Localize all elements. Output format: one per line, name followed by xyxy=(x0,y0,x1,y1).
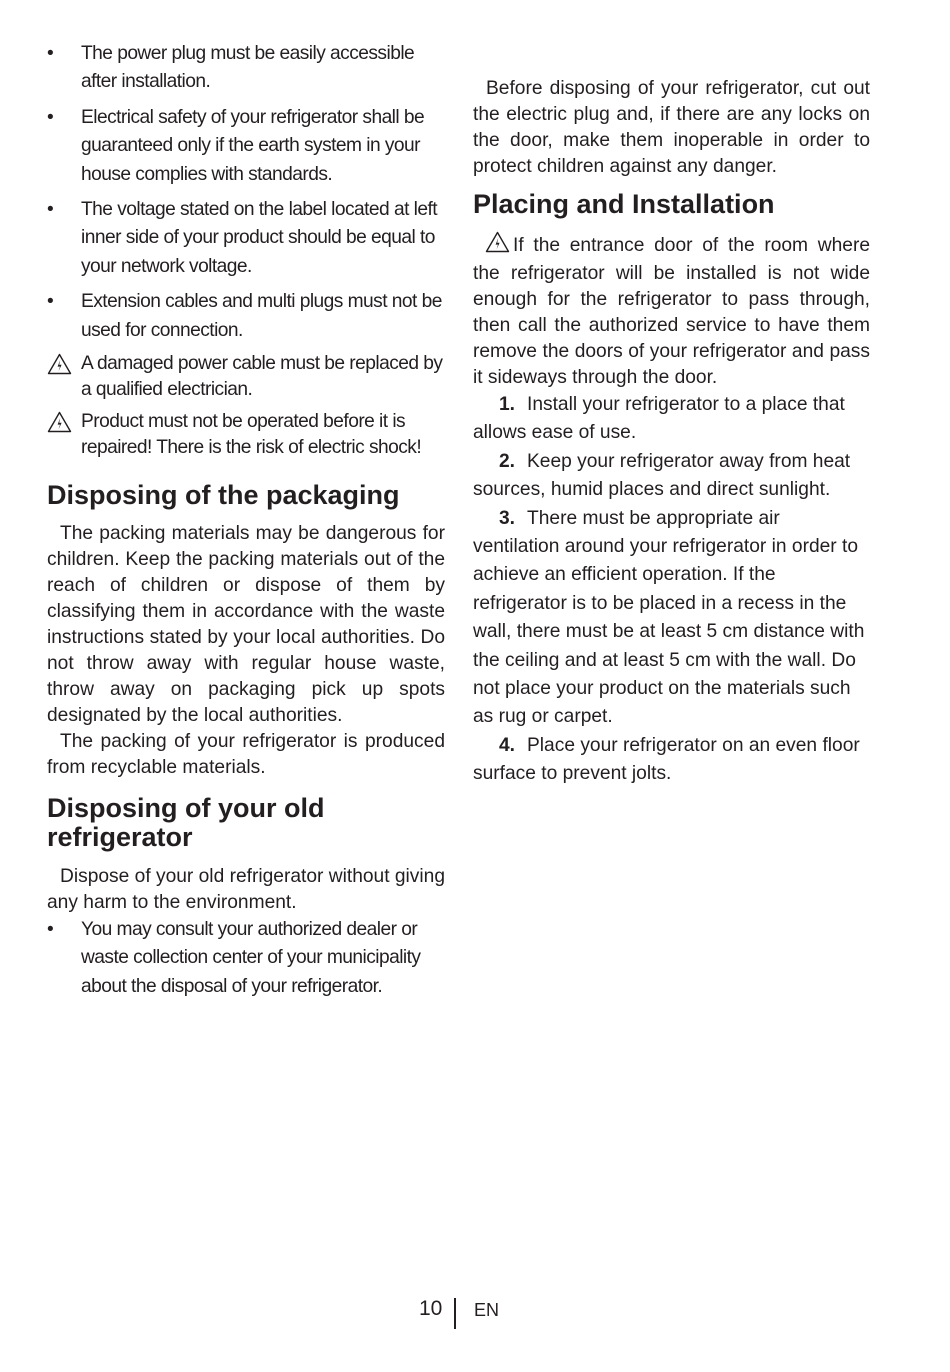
step-number: 4. xyxy=(499,734,516,756)
step-number: 3. xyxy=(499,507,516,529)
step-text: Keep your refrigerator away from heat sources, humid places and direct sunlight. xyxy=(473,450,851,501)
bullet-dot-icon: • xyxy=(47,43,54,64)
packaging-paragraph-recyclable: The packing of your refrigerator is produced from recyclable materials. xyxy=(47,731,445,779)
step-number: 2. xyxy=(499,450,516,472)
warning-triangle-icon xyxy=(47,411,72,441)
bullet-dot-icon: • xyxy=(47,291,54,313)
bullet-dot-icon: • xyxy=(47,919,54,941)
section-heading-packaging: Disposing of the packaging xyxy=(47,480,400,511)
bullet-text: You may consult your authorized dealer or waste collection center of your municipality about the disposal of your refrigerator. xyxy=(81,919,421,997)
language-code: EN xyxy=(474,1300,500,1320)
step-text: There must be appropriate air ventilation around your refrigerator in order to achieve an efficient operation. If the refrigerator is to be placed in a recess in the wall, there must be at least 5 cm distance with the ceiling and at least 5 cm with the wall. Do not place your product on the materials such as rug or carpet. xyxy=(473,507,865,728)
warning-text: A damaged power cable must be replaced by a qualified electrician. xyxy=(81,353,443,401)
disposal-intro-paragraph: Before disposing of your refrigerator, cut out the electric plug and, if there are any locks on the door, make them inoperable in order to protect children against any danger. xyxy=(473,78,870,177)
old-refrigerator-paragraph: Dispose of your old refrigerator without giving any harm to the environment. xyxy=(47,866,446,914)
bullet-item xyxy=(47,916,445,1001)
section-heading-placing: Placing and Installation xyxy=(473,189,775,219)
step-item xyxy=(473,391,870,448)
warning-item xyxy=(47,409,445,461)
packaging-paragraph: The packing materials may be dangerous for children. Keep the packing materials out of the reach of children or dispose of them by classifying them in accordance with the waste instructions stated by your local authorities. Do not throw away with regular house waste, throw away on packaging pick up spots designated by the local authorities. xyxy=(47,523,445,727)
section-heading-old-refrigerator: Disposing of your old refrigerator xyxy=(47,793,325,853)
warning-triangle-icon xyxy=(47,353,72,383)
bullet-item xyxy=(47,288,445,345)
bullet-text: Electrical safety of your refrigerator shall be guaranteed only if the earth system in your house complies with standards. xyxy=(81,106,425,185)
step-item xyxy=(473,505,870,732)
step-text: Place your refrigerator on an even floor surface to prevent jolts. xyxy=(473,734,860,785)
warning-text: Product must not be operated before it is repaired! There is the risk of electric shock! xyxy=(81,411,422,459)
step-text: Install your refrigerator to a place that allows ease of use. xyxy=(473,394,845,444)
left-column xyxy=(47,0,445,1001)
placing-warning-text: If the entrance door of the room where the refrigerator will be installed is not wide enough for the refrigerator to pass through, then call the authorized service to have them remove the doors of your refrigerator and pass it sideways through the door. xyxy=(473,235,870,388)
right-column xyxy=(473,0,870,789)
bullet-text: The voltage stated on the label located at left inner side of your product should be equal to your network voltage. xyxy=(81,199,438,277)
bullet-dot-icon: • xyxy=(47,106,54,128)
bullet-text: The power plug must be easily accessible after installation. xyxy=(81,43,415,93)
placing-warning-paragraph xyxy=(473,231,870,391)
bullet-item xyxy=(47,104,445,189)
bullet-text: Extension cables and multi plugs must not be used for connection. xyxy=(81,291,442,341)
step-item xyxy=(473,448,870,505)
footer-divider xyxy=(454,1298,456,1329)
page-footer xyxy=(0,1296,950,1330)
page-number: 10 xyxy=(419,1297,443,1320)
warning-item xyxy=(47,351,445,403)
step-item xyxy=(473,732,870,789)
warning-triangle-icon xyxy=(485,231,510,261)
step-number: 1. xyxy=(499,394,516,415)
bullet-item xyxy=(47,196,445,281)
bullet-dot-icon: • xyxy=(47,199,54,221)
bullet-item xyxy=(47,40,445,97)
